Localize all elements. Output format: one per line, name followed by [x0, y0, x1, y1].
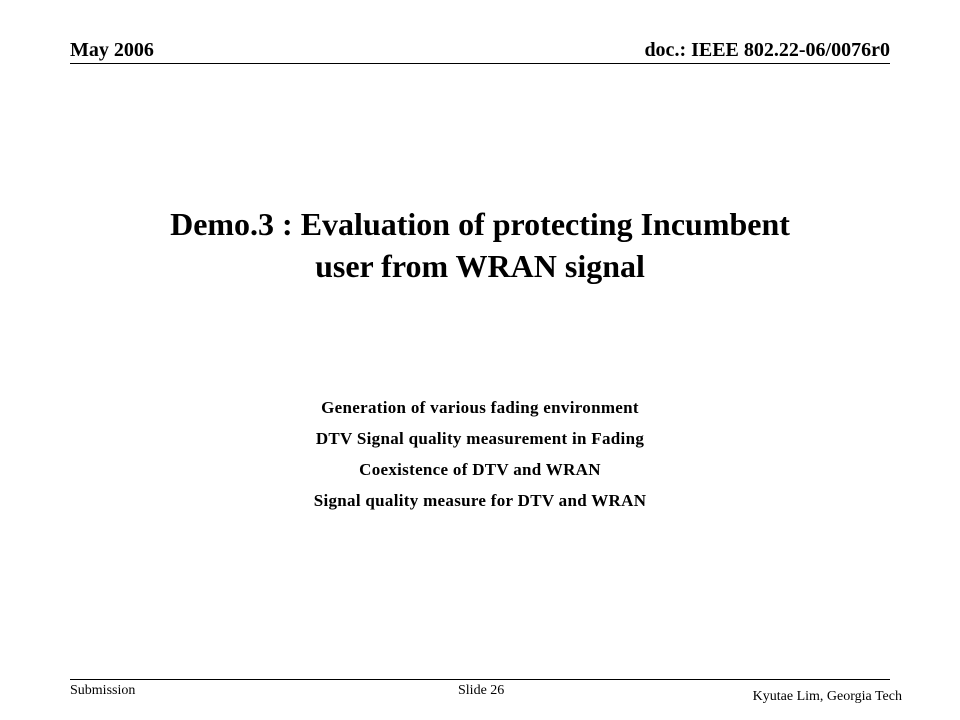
topic-list [200, 392, 760, 516]
topic-item: Signal quality measure for DTV and WRAN [313, 491, 647, 510]
slide-title [80, 203, 880, 287]
footer-author: Kyutae Lim, Georgia Tech [752, 689, 902, 704]
topic-item: Generation of various fading environment [321, 398, 639, 417]
footer-submission-label: Submission [70, 683, 136, 698]
header-divider [70, 63, 890, 64]
topic-item: DTV Signal quality measurement in Fading [315, 429, 645, 448]
topic-item: Coexistence of DTV and WRAN [359, 460, 601, 479]
header-date: May 2006 [70, 39, 154, 61]
slide-title-line-2: user from WRAN signal [315, 248, 645, 284]
header-document-id: doc.: IEEE 802.22-06/0076r0 [644, 39, 890, 61]
footer-slide-number: Slide 26 [458, 683, 505, 698]
slide-title-line-1: Demo.3 : Evaluation of protecting Incumbent [170, 206, 790, 242]
footer-divider [70, 679, 890, 680]
